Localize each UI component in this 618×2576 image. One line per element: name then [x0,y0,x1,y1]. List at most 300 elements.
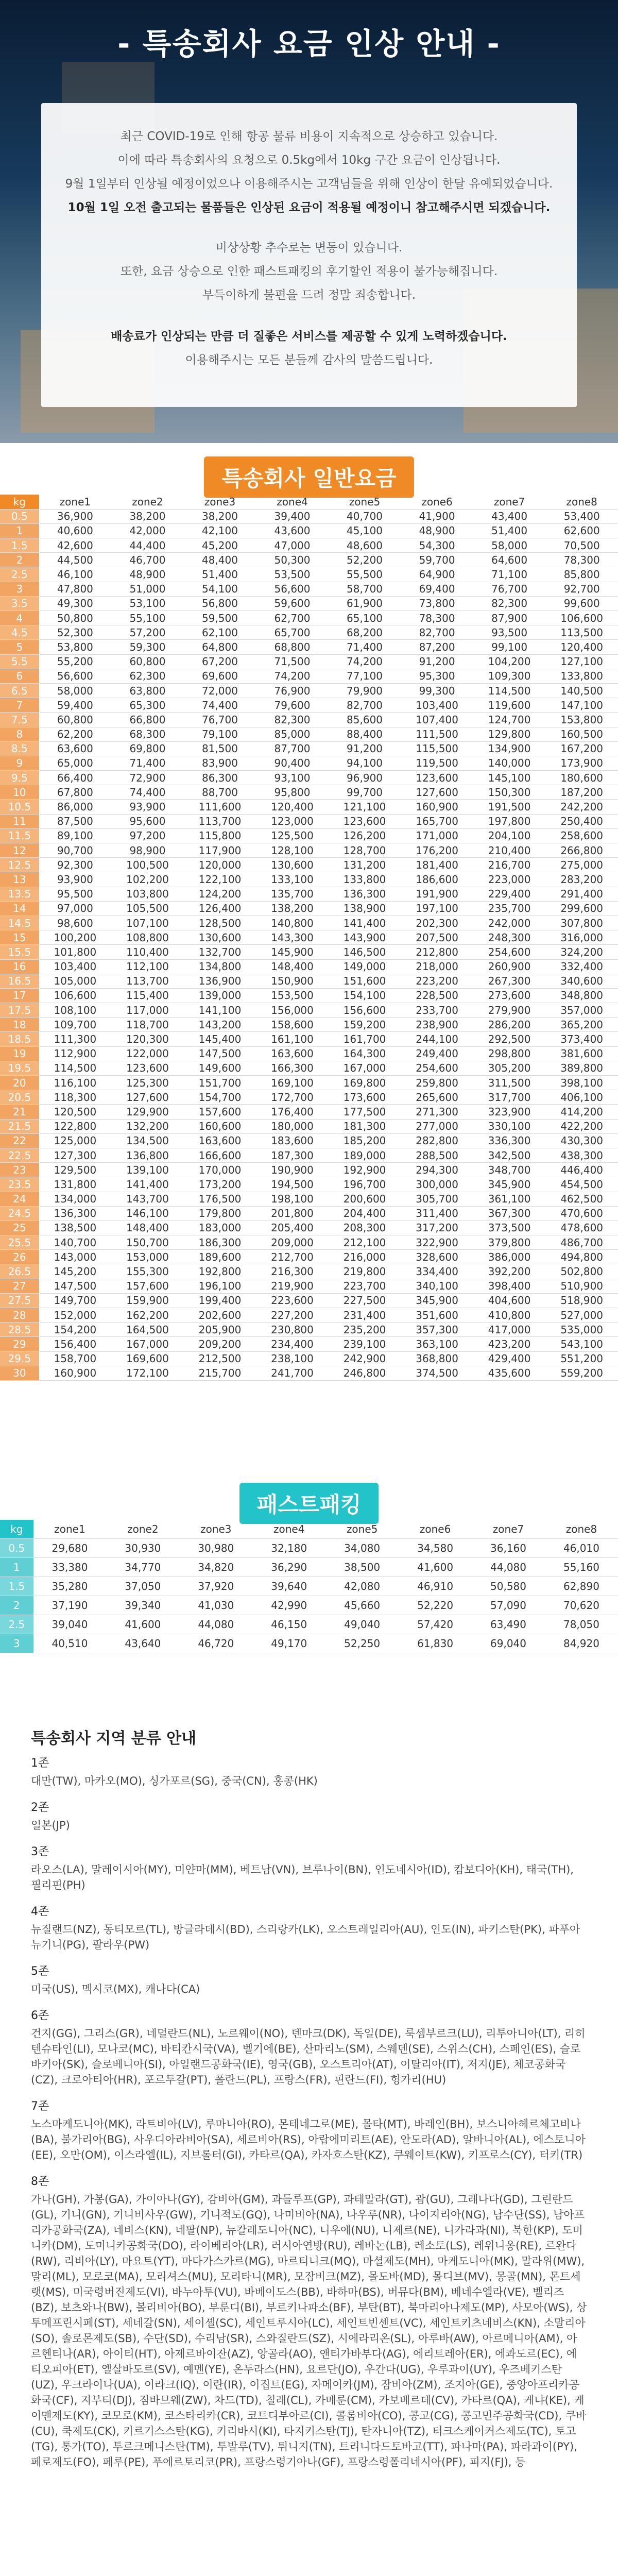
rate-cell: 106,600 [545,611,618,625]
rate-cell: 32,180 [252,1538,325,1557]
rate-cell: 44,400 [111,538,184,553]
rate-cell: 89,100 [39,828,112,843]
rate-cell: 42,000 [111,523,184,538]
rate-cell: 279,900 [473,1003,546,1018]
rate-cell: 131,200 [329,858,401,872]
rate-cell: 535,000 [545,1323,618,1337]
table-row [0,1018,618,1032]
rate-cell: 99,300 [401,683,473,698]
rate-cell: 201,800 [256,1206,329,1221]
rate-cell: 138,200 [256,901,329,916]
rate-cell: 70,620 [545,1596,618,1615]
rate-cell: 82,700 [401,625,473,640]
rate-cell: 74,200 [256,669,329,683]
rate-cell: 138,500 [39,1221,112,1235]
table-row [0,1076,618,1090]
table-row [0,1366,618,1380]
rate-cell: 90,700 [39,843,112,858]
rate-cell: 165,700 [401,814,473,828]
rate-cell: 58,700 [329,582,401,596]
rate-cell: 462,500 [545,1192,618,1206]
weight-cell: 29 [0,1337,39,1351]
rate-cell: 138,900 [329,901,401,916]
rate-cell: 39,400 [256,509,329,523]
rate-cell: 86,000 [39,800,112,814]
rate-cell: 71,400 [329,640,401,654]
rate-cell: 300,000 [401,1177,473,1192]
weight-cell: 26.5 [0,1264,39,1279]
rate-cell: 398,400 [473,1279,546,1293]
rate-cell: 154,200 [39,1323,112,1337]
rate-cell: 136,800 [111,1148,184,1162]
weight-cell: 3 [0,1634,33,1653]
table-row [0,785,618,800]
rate-cell: 127,300 [39,1148,112,1162]
rate-cell: 111,500 [401,727,473,741]
table-row [0,1105,618,1119]
table-row [0,1351,618,1366]
rate-cell: 45,660 [325,1596,399,1615]
rate-cell: 454,500 [545,1177,618,1192]
rate-cell: 282,800 [401,1133,473,1148]
page-title: - 특송회사 요금 인상 안내 - [117,26,501,61]
rate-cell: 43,600 [256,523,329,538]
rate-cell: 55,200 [39,654,112,669]
rate-cell: 93,100 [256,771,329,785]
rate-cell: 438,300 [545,1148,618,1162]
rate-cell: 50,300 [256,553,329,567]
rate-cell: 90,400 [256,756,329,770]
weight-cell: 13.5 [0,887,39,901]
rate-cell: 140,500 [545,683,618,698]
rate-cell: 430,300 [545,1133,618,1148]
weight-cell: 5.5 [0,654,39,669]
rate-cell: 120,300 [111,1032,184,1046]
column-header-zone1: zone1 [33,1520,107,1538]
rate-cell: 52,200 [329,553,401,567]
rate-cell: 59,700 [401,553,473,567]
rate-cell: 209,000 [256,1235,329,1250]
rate-cell: 239,100 [329,1337,401,1351]
table-row [0,1308,618,1323]
rate-cell: 85,600 [329,713,401,727]
rate-cell: 183,000 [184,1221,256,1235]
rate-cell: 317,200 [401,1221,473,1235]
rate-cell: 91,200 [329,741,401,756]
rate-cell: 61,830 [399,1634,472,1653]
table-row [0,1046,618,1061]
rate-cell: 288,500 [401,1148,473,1162]
rate-cell: 494,800 [545,1250,618,1264]
rate-cell: 518,900 [545,1293,618,1308]
rate-cell: 212,100 [329,1235,401,1250]
rate-cell: 345,900 [473,1177,546,1192]
rate-cell: 148,400 [256,959,329,974]
rate-cell: 486,700 [545,1235,618,1250]
rate-cell: 235,700 [473,901,546,916]
weight-cell: 27.5 [0,1293,39,1308]
rate-cell: 56,600 [39,669,112,683]
weight-cell: 28.5 [0,1323,39,1337]
rate-cell: 470,600 [545,1206,618,1221]
weight-cell: 25 [0,1221,39,1235]
weight-cell: 26 [0,1250,39,1264]
table-row [0,1192,618,1206]
table-row [0,1133,618,1148]
rate-cell: 197,800 [473,814,546,828]
rate-cell: 169,600 [111,1351,184,1366]
rate-cell: 155,300 [111,1264,184,1279]
table-row [0,916,618,930]
rate-cell: 171,000 [401,828,473,843]
rate-cell: 51,000 [111,582,184,596]
rate-cell: 59,600 [256,596,329,611]
rate-cell: 149,600 [184,1061,256,1075]
table-row [0,974,618,988]
rate-cell: 410,800 [473,1308,546,1323]
table-row [0,1119,618,1133]
rate-cell: 48,400 [184,553,256,567]
notice-line-5: 비상상황 추수로는 변동이 있습니다. [215,241,403,255]
rate-cell: 212,800 [401,945,473,959]
weight-cell: 24.5 [0,1206,39,1221]
table-row [0,1221,618,1235]
rate-cell: 133,100 [256,872,329,887]
rate-cell: 228,500 [401,988,473,1003]
rate-cell: 156,000 [256,1003,329,1018]
rate-cell: 103,400 [39,959,112,974]
rate-cell: 267,300 [473,974,546,988]
rate-cell: 58,000 [39,683,112,698]
rate-cell: 40,700 [329,509,401,523]
rate-cell: 65,700 [256,625,329,640]
zone-countries: 가나(GH), 가봉(GA), 가이아나(GY), 감비아(GM), 과들루프(GP), 과테말라(GT), 괌(GU), 그레나다(GD), 그린란드(GL), 기니(GN), 기니비사우(GW), 기니적도(GQ), 나미비아(NA), 나우루(NR), 나이지리아(NG), 남수단(SS), 남아프리카공화국(ZA), 네비스(KN), 네팔(NP), 뉴칼레도니아(NC), 니우에(NU), 니제르(NE), 니카라과(NI), 북한(KP), 도미니카(DM), 도미니카공화국(DO), 라이베리아(LR), 러시아연방(RU), 레바논(LB), 레소토(LS), 레위니옹(RE), 르완다(RW), 리비아(LY), 마요트(YT), 마다가스카르(MG), 마르티니크(MQ), 마셜제도(MH), 마케도니아(MK), 말라위(MW), 말리(ML), 모로코(MA), 모리셔스(MU), 모리타니(MR), 모잠비크(MZ), 몰도바(MD), 몰디브(MV), 몽골(MN), 몬트세랫(MS), 미국령버진제도(VI), 바누아투(VU), 바베이도스(BB), 바하마(BS), 버뮤다(BM), 베네수엘라(VE), 벨리즈(BZ), 보츠와나(BW), 볼리비아(BO), 부룬디(BI), 부르키나파소(BF), 부탄(BT), 북마리아나제도(MP), 사모아(WS), 상투메프린시페(ST), 세네갈(SN), 세이셸(SC), 세인트루시아(LC), 세인트빈센트(VC), 세인트키츠네비스(KN), 소말리아(SO), 솔로몬제도(SB), 수단(SD), 수리남(SR), 스와질란드(SZ), 시에라리온(SL), 아루바(AW), 아르메니아(AM), 아르헨티나(AR), 아이티(HT), 아제르바이잔(AZ), 앙골라(AO), 앤티가바부다(AG), 에리트레아(ER), 에콰도르(EC), 에티오피아(ET), 엘살바도르(SV), 예멘(YE), 온두라스(HN), 요르단(JO), 우간다(UG), 우루과이(UY), 우즈베키스탄(UZ), 우크라이나(UA), 이라크(IQ), 이란(IR), 이집트(EG), 자메이카(JM), 잠비아(ZM), 조지아(GE), 중앙아프리카공화국(CF), 지부티(DJ), 짐바브웨(ZW), 차드(TD), 칠레(CL), 카메룬(CM), 카보베르데(CV), 카타르(QA), 케냐(KE), 케이맨제도(KY), 코모로(KM), 코스타리카(CR), 코트디부아르(CI), 콜롬비아(CO), 콩고(CG), 콩고민주공화국(CD), 쿠바(CU), 쿡제도(CK), 키르기스스탄(KG), 키리바시(KI), 타지키스탄(TJ), 탄자니아(TZ), 터크스케이커스제도(TC), 토고(TG), 통가(TO), 투르크메니스탄(TM), 투발루(TV), 튀니지(TN), 트리니다드토바고(TT), 파나마(PA), 파라과이(PY), 페로제도(FO), 페루(PE), 푸에르토리코(PR), 프랑스령기아나(GF), 프랑스령폴리네시아(PF), 피지(FJ), 등 [31,2193,587,2468]
notice-line-7: 부득이하게 불편을 드려 정말 죄송합니다. [202,289,416,302]
rate-cell: 219,900 [256,1279,329,1293]
table-row [0,582,618,596]
column-header-zone7: zone7 [472,1520,545,1538]
rate-cell: 196,100 [184,1279,256,1293]
rate-cell: 176,500 [184,1192,256,1206]
rate-cell: 93,500 [473,625,546,640]
rate-cell: 71,100 [473,567,546,582]
rate-cell: 132,700 [184,945,256,959]
rate-cell: 340,100 [401,1279,473,1293]
rate-cell: 56,600 [256,582,329,596]
rate-cell: 160,600 [184,1119,256,1133]
zone-group-8 [31,2174,587,2470]
rate-cell: 131,800 [39,1177,112,1192]
rate-cell: 162,200 [111,1308,184,1323]
rate-cell: 259,800 [401,1076,473,1090]
column-header-kg: kg [0,1520,33,1538]
rate-cell: 69,800 [111,741,184,756]
rate-cell: 104,200 [473,654,546,669]
rate-cell: 93,900 [111,800,184,814]
rate-cell: 154,100 [329,988,401,1003]
weight-cell: 23 [0,1163,39,1177]
rate-cell: 317,700 [473,1090,546,1105]
zone-name: 6존 [31,2009,49,2022]
rate-cell: 146,500 [329,945,401,959]
fastpacking-title: 패스트패킹 [239,1483,379,1524]
rate-cell: 67,800 [39,785,112,800]
rate-cell: 543,100 [545,1337,618,1351]
rate-cell: 265,600 [401,1090,473,1105]
table-row [0,771,618,785]
rate-cell: 134,000 [39,1192,112,1206]
column-header-zone5: zone5 [325,1520,399,1538]
rate-cell: 128,500 [184,916,256,930]
column-header-zone2: zone2 [106,1520,179,1538]
rate-cell: 150,900 [256,974,329,988]
rate-cell: 50,580 [472,1577,545,1596]
notice-line-1: 최근 COVID-19로 인해 항공 물류 비용이 지속적으로 상승하고 있습니다. [120,130,498,143]
rate-cell: 322,900 [401,1235,473,1250]
weight-cell: 9 [0,756,39,770]
table-row [0,1163,618,1177]
rate-cell: 60,800 [111,654,184,669]
rate-cell: 153,500 [256,988,329,1003]
weight-cell: 1 [0,1557,33,1577]
table-row [0,625,618,640]
rate-cell: 502,800 [545,1264,618,1279]
table-row [0,1634,618,1653]
rate-cell: 128,700 [329,843,401,858]
rate-cell: 231,400 [329,1308,401,1323]
zone-countries: 라오스(LA), 말레이시아(MY), 미얀마(MM), 베트남(VN), 브루나이(BN), 인도네시아(ID), 캄보디아(KH), 태국(TH), 필리핀(PH) [31,1863,574,1891]
table-row [0,1337,618,1351]
fastpacking-title-wrap [0,1483,618,1524]
rate-cell: 127,600 [111,1090,184,1105]
rate-cell: 96,900 [329,771,401,785]
rate-cell: 38,500 [325,1557,399,1577]
rate-cell: 111,300 [39,1032,112,1046]
weight-cell: 17.5 [0,1003,39,1018]
rate-cell: 147,500 [184,1046,256,1061]
rate-cell: 254,600 [473,945,546,959]
rate-cell: 316,000 [545,930,618,945]
notice-line-6: 또한, 요금 상승으로 인한 패스트패킹의 후기할인 적용이 불가능해집니다. [120,265,498,278]
rate-cell: 41,600 [399,1557,472,1577]
weight-cell: 16 [0,959,39,974]
rate-cell: 176,400 [256,1105,329,1119]
zone-name: 8존 [31,2175,49,2188]
rate-cell: 185,200 [329,1133,401,1148]
rate-cell: 199,400 [184,1293,256,1308]
rate-cell: 34,580 [399,1538,472,1557]
rate-cell: 109,700 [39,1018,112,1032]
rate-cell: 70,500 [545,538,618,553]
rate-cell: 116,100 [39,1076,112,1090]
rate-cell: 57,420 [399,1615,472,1634]
rate-cell: 123,600 [111,1061,184,1075]
general-rate-table [0,495,618,1381]
rate-cell: 34,820 [179,1557,252,1577]
rate-cell: 145,900 [256,945,329,959]
rate-cell: 133,800 [329,872,401,887]
rate-cell: 62,600 [545,523,618,538]
rate-cell: 373,400 [545,1032,618,1046]
rate-cell: 398,100 [545,1076,618,1090]
rate-cell: 510,900 [545,1279,618,1293]
rate-cell: 52,300 [39,625,112,640]
rate-cell: 381,600 [545,1046,618,1061]
rate-cell: 97,000 [39,901,112,916]
rate-cell: 299,600 [545,901,618,916]
region-guide-heading: 특송회사 지역 분류 안내 [31,1730,197,1748]
weight-cell: 11 [0,814,39,828]
weight-cell: 19.5 [0,1061,39,1075]
rate-cell: 29,680 [33,1538,107,1557]
rate-cell: 169,800 [329,1076,401,1090]
rate-cell: 216,000 [329,1250,401,1264]
column-header-zone6: zone6 [399,1520,472,1538]
rate-cell: 189,000 [329,1148,401,1162]
rate-cell: 63,800 [111,683,184,698]
rate-cell: 53,800 [39,640,112,654]
rate-cell: 120,000 [184,858,256,872]
column-header-zone3: zone3 [179,1520,252,1538]
rate-cell: 68,800 [256,640,329,654]
rate-cell: 105,500 [111,901,184,916]
rate-cell: 41,900 [401,509,473,523]
table-row [0,596,618,611]
rate-cell: 198,100 [256,1192,329,1206]
rate-cell: 161,700 [329,1032,401,1046]
rate-cell: 323,900 [473,1105,546,1119]
table-row [0,1090,618,1105]
rate-cell: 404,600 [473,1293,546,1308]
rate-cell: 119,500 [401,756,473,770]
rate-cell: 38,200 [184,509,256,523]
rate-cell: 62,300 [111,669,184,683]
rate-cell: 446,400 [545,1163,618,1177]
rate-cell: 307,800 [545,916,618,930]
column-header-zone6: zone6 [401,495,473,509]
rate-cell: 51,400 [184,567,256,582]
rate-cell: 44,500 [39,553,112,567]
weight-cell: 24 [0,1192,39,1206]
rate-cell: 74,200 [329,654,401,669]
rate-cell: 100,500 [111,858,184,872]
rate-cell: 179,800 [184,1206,256,1221]
rate-cell: 71,500 [256,654,329,669]
table-row [0,611,618,625]
rate-cell: 84,920 [545,1634,618,1653]
rate-cell: 87,200 [401,640,473,654]
rate-cell: 136,300 [329,887,401,901]
rate-cell: 242,000 [473,916,546,930]
rate-cell: 229,400 [473,887,546,901]
rate-cell: 351,600 [401,1308,473,1323]
rate-cell: 186,300 [184,1235,256,1250]
rate-cell: 64,800 [184,640,256,654]
weight-cell: 10.5 [0,800,39,814]
weight-cell: 6 [0,669,39,683]
rate-cell: 559,200 [545,1366,618,1380]
rate-cell: 386,000 [473,1250,546,1264]
rate-cell: 140,800 [256,916,329,930]
rate-cell: 218,000 [401,959,473,974]
rate-cell: 67,200 [184,654,256,669]
rate-cell: 342,500 [473,1148,546,1162]
rate-cell: 79,100 [184,727,256,741]
rate-cell: 157,600 [184,1105,256,1119]
rate-cell: 551,200 [545,1351,618,1366]
zone-countries: 일본(JP) [31,1819,70,1832]
rate-cell: 37,050 [106,1577,179,1596]
rate-cell: 143,900 [329,930,401,945]
rate-cell: 34,080 [325,1538,399,1557]
weight-cell: 3 [0,582,39,596]
rate-cell: 244,100 [401,1032,473,1046]
weight-cell: 7.5 [0,713,39,727]
rate-cell: 173,600 [329,1090,401,1105]
rate-cell: 324,200 [545,945,618,959]
rate-cell: 141,400 [111,1177,184,1192]
rate-cell: 56,800 [184,596,256,611]
rate-cell: 167,200 [545,741,618,756]
rate-cell: 37,190 [33,1596,107,1615]
weight-cell: 20.5 [0,1090,39,1105]
column-header-zone1: zone1 [39,495,112,509]
rate-cell: 141,100 [184,1003,256,1018]
rate-cell: 103,800 [111,887,184,901]
rate-cell: 311,500 [473,1076,546,1090]
rate-cell: 357,300 [401,1323,473,1337]
rate-cell: 151,600 [329,974,401,988]
weight-cell: 6.5 [0,683,39,698]
rate-cell: 147,100 [545,698,618,713]
rate-cell: 62,700 [256,611,329,625]
rate-cell: 51,400 [473,523,546,538]
rate-cell: 158,600 [256,1018,329,1032]
rate-cell: 157,600 [111,1279,184,1293]
rate-cell: 167,000 [111,1337,184,1351]
rate-cell: 248,300 [473,930,546,945]
rate-cell: 305,700 [401,1192,473,1206]
rate-cell: 374,500 [401,1366,473,1380]
rate-cell: 48,900 [401,523,473,538]
weight-cell: 30 [0,1366,39,1380]
table-row [0,538,618,553]
rate-cell: 81,500 [184,741,256,756]
rate-cell: 242,900 [329,1351,401,1366]
weight-cell: 18.5 [0,1032,39,1046]
rate-cell: 160,900 [401,800,473,814]
rate-cell: 74,400 [184,698,256,713]
weight-cell: 11.5 [0,828,39,843]
rate-cell: 71,400 [111,756,184,770]
rate-cell: 122,800 [39,1119,112,1133]
rate-cell: 249,400 [401,1046,473,1061]
rate-cell: 57,200 [111,625,184,640]
rate-cell: 93,900 [39,872,112,887]
rate-cell: 134,500 [111,1133,184,1148]
column-header-zone4: zone4 [252,1520,325,1538]
rate-cell: 76,700 [184,713,256,727]
rate-cell: 74,400 [111,785,184,800]
rate-cell: 106,600 [39,988,112,1003]
weight-cell: 22.5 [0,1148,39,1162]
rate-cell: 139,000 [184,988,256,1003]
rate-cell: 115,500 [401,741,473,756]
rate-cell: 62,200 [39,727,112,741]
rate-cell: 163,600 [256,1046,329,1061]
rate-cell: 145,400 [184,1032,256,1046]
rate-cell: 429,400 [473,1351,546,1366]
